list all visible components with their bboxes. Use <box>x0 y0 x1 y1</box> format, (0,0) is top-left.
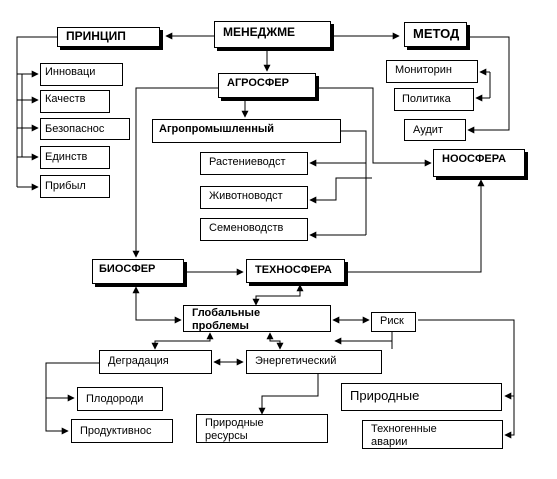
safety-node: Безопаснос <box>40 118 130 140</box>
method-node: МЕТОД <box>404 22 467 47</box>
natural-resources-node <box>196 414 328 443</box>
technosphere-node: ТЕХНОСФЕРА <box>246 259 345 283</box>
agroindustrial-node: Агропромышленный <box>152 119 341 143</box>
degradation-node: Деградация <box>99 350 212 374</box>
biosphere-node: БИОСФЕР <box>92 259 184 284</box>
technogenic-line2: аварии <box>371 436 408 448</box>
principle-node: ПРИНЦИП <box>57 27 160 47</box>
audit-node: Аудит <box>404 119 466 141</box>
global-problems-line1: Глобальные <box>192 307 261 319</box>
management-node: МЕНЕДЖМЕ <box>214 21 331 48</box>
technogenic-line1: Техногенные <box>371 423 437 435</box>
global-problems-line2: проблемы <box>192 320 249 332</box>
technogenic-node <box>362 420 503 449</box>
unity-node: Единств <box>40 146 110 169</box>
energy-node: Энергетический <box>246 350 382 374</box>
natural-resources-line2: ресурсы <box>205 430 248 442</box>
seed-growing-node: Семеноводств <box>200 218 308 241</box>
monitoring-node: Мониторин <box>386 60 478 83</box>
fertility-node: Плодороди <box>77 387 163 411</box>
profit-node: Прибыл <box>40 175 110 198</box>
global-problems-node <box>183 305 331 332</box>
innovation-node: Инноваци <box>40 63 123 86</box>
agrosphere-node: АГРОСФЕР <box>218 73 316 98</box>
plant-growing-node: Растениеводст <box>200 152 308 175</box>
noosphere-node: НООСФЕРА <box>433 149 525 177</box>
quality-node: Качеств <box>40 90 110 113</box>
natural-resources-line1: Природные <box>205 417 264 429</box>
productivity-node: Продуктивнос <box>71 419 173 443</box>
livestock-node: Животноводст <box>200 186 308 209</box>
policy-node: Политика <box>394 88 474 111</box>
natural-node: Природные <box>341 383 502 411</box>
risk-node: Риск <box>371 312 416 332</box>
